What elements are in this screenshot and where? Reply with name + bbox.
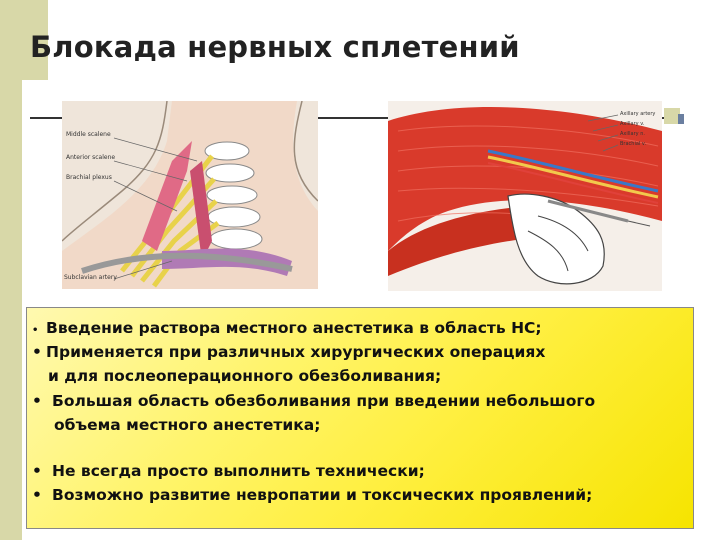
bullet-text: Введение раствора местного анестетика в область НС;	[46, 319, 542, 337]
bullet-text: Возможно развитие невропатии и токсических проявлений;	[52, 486, 593, 504]
bullet-marker: •	[32, 325, 39, 336]
bullet-text: Применяется при различных хирургических операциях	[46, 343, 546, 361]
neck-plexus-illustration	[62, 101, 318, 289]
left-accent-bar	[0, 0, 22, 540]
label-middle-scalene: Middle scalene	[66, 131, 111, 138]
decor-square-2	[678, 114, 684, 124]
axillary-block-illustration	[388, 101, 662, 291]
axillary-drawing	[388, 101, 662, 291]
bullet-continuation-3	[54, 416, 320, 434]
bullet-item-3	[32, 392, 595, 410]
label-axillary-artery: Axillary artery	[620, 111, 656, 117]
bullet-text: Не всегда просто выполнить технически;	[52, 462, 425, 480]
bullet-continuation-2	[48, 367, 441, 385]
bullet-item-5	[32, 486, 592, 504]
label-axillary-nerve: Axillary n.	[620, 131, 645, 137]
bullet-marker: •	[32, 462, 42, 480]
title-rule-middle	[318, 117, 390, 119]
bullet-item-1	[32, 319, 542, 337]
label-subclavian-artery: Subclavian artery	[64, 274, 117, 281]
label-brachial-vein: Brachial v.	[620, 141, 647, 147]
bullet-item-4	[32, 462, 425, 480]
slide-title: Блокада нервных сплетений	[30, 30, 520, 64]
bullet-item-2	[32, 343, 545, 361]
bullet-text: Большая область обезболивания при введении небольшого	[52, 392, 596, 410]
label-anterior-scalene: Anterior scalene	[66, 154, 116, 161]
neck-plexus-drawing	[62, 101, 318, 289]
bullet-marker: •	[32, 486, 42, 504]
label-brachial-plexus: Brachial plexus	[66, 174, 112, 181]
label-axillary-vein: Axillary v.	[620, 121, 645, 127]
bullet-marker: •	[32, 392, 42, 410]
bullet-text: и для послеоперационного обезболивания;	[48, 367, 442, 385]
bullet-text: объема местного анестетика;	[54, 416, 321, 434]
bullet-marker: •	[32, 343, 42, 361]
title-rule-left	[30, 117, 62, 119]
